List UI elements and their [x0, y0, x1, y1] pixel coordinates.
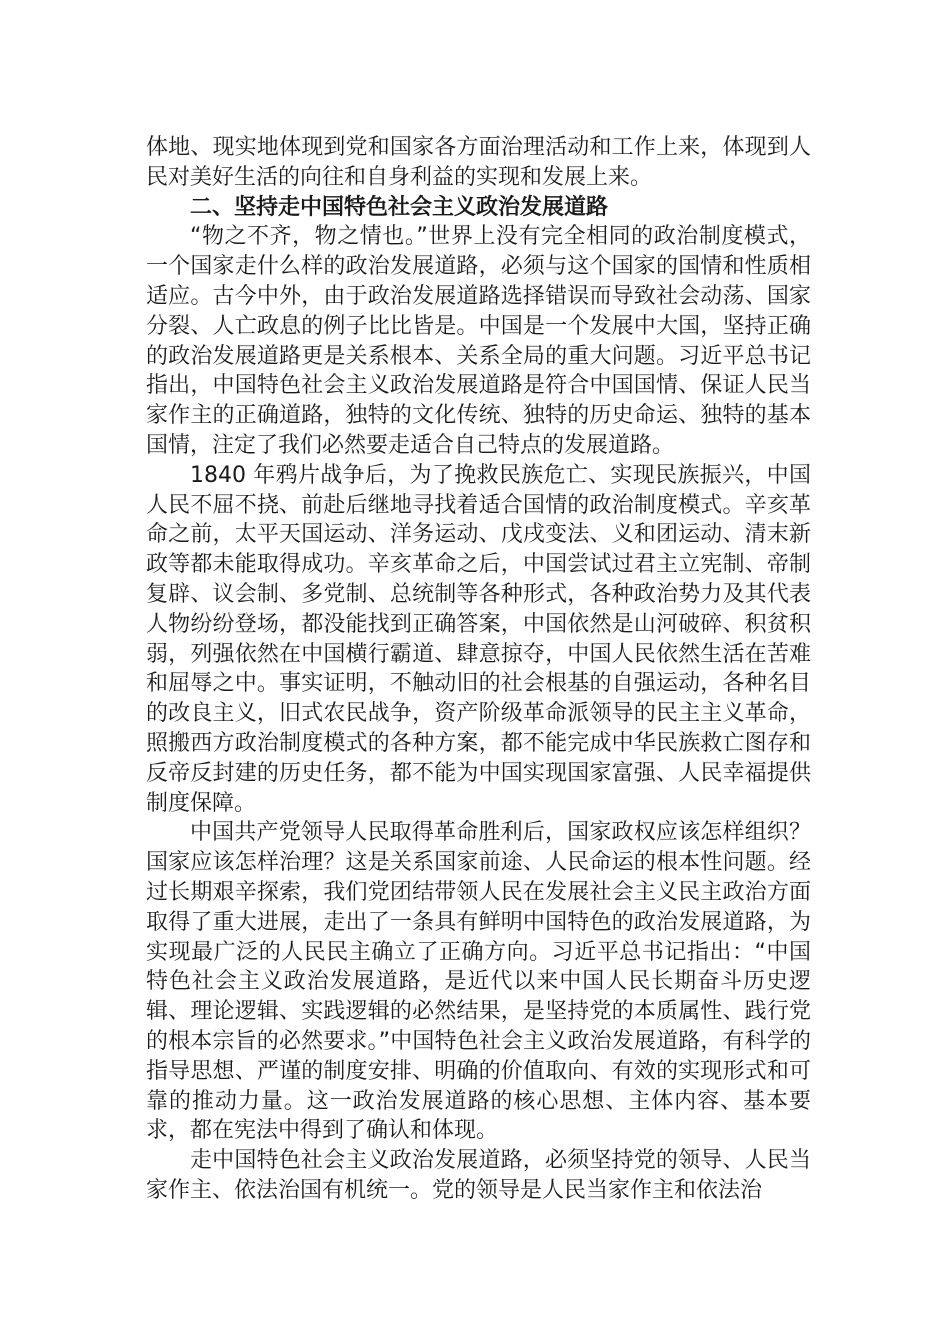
paragraph-2: “物之不齐，物之情也。”世界上没有完全相同的政治制度模式，一个国家走什么样的政治发展道路，必须与这个国家的国情和性质相适应。古今中外，由于政治发展道路选择错误而导致社会动荡、国家分裂、人亡政息的例子比比皆是。中国是一个发展中大国，坚持正确的政治发展道路更是关系根本、关系全局的重大问题。习近平总书记指出，中国特色社会主义政治发展道路是符合中国国情、保证人民当家作主的正确道路，独特的文化传统、独特的历史命运、独特的基本国情，注定了我们必然要走适合自己特点的发展道路。	[146, 224, 811, 458]
document-body	[146, 133, 811, 1206]
paragraph-3: 1840 年鸦片战争后，为了挽救民族危亡、实现民族振兴，中国人民不屈不挠、前赴后继地寻找着适合国情的政治制度模式。辛亥革命之前，太平天国运动、洋务运动、戊戌变法、义和团运动、清末新政等都未能取得成功。辛亥革命之后，中国尝试过君主立宪制、帝制复辟、议会制、多党制、总统制等各种形式，各种政治势力及其代表人物纷纷登场，都没能找到正确答案，中国依然是山河破碎、积贫积弱，列强依然在中国横行霸道、肆意掠夺，中国人民依然生活在苦难和屈辱之中。事实证明，不触动旧的社会根基的自强运动，各种名目的改良主义，旧式农民战争，资产阶级革命派领导的民主主义革命，照搬西方政治制度模式的各种方案，都不能完成中华民族救亡图存和反帝反封建的历史任务，都不能为中国实现国家富强、人民幸福提供制度保障。	[146, 462, 811, 816]
paragraph-5: 走中国特色社会主义政治发展道路，必须坚持党的领导、人民当家作主、依法治国有机统一。党的领导是人民当家作主和依法治	[146, 1148, 811, 1203]
paragraph-1: 体地、现实地体现到党和国家各方面治理活动和工作上来，体现到人民对美好生活的向往和自身利益的实现和发展上来。	[146, 135, 811, 190]
paragraph-4: 中国共产党领导人民取得革命胜利后，国家政权应该怎样组织？国家应该怎样治理？这是关系国家前途、人民命运的根本性问题。经过长期艰辛探索，我们党团结带领人民在发展社会主义民主政治方面取得了重大进展，走出了一条具有鲜明中国特色的政治发展道路，为实现最广泛的人民民主确立了正确方向。习近平总书记指出：“中国特色社会主义政治发展道路，是近代以来中国人民长期奋斗历史逻辑、理论逻辑、实践逻辑的必然结果，是坚持党的本质属性、践行党的根本宗旨的必然要求。”中国特色社会主义政治发展道路，有科学的指导思想、严谨的制度安排、明确的价值取向、有效的实现形式和可靠的推动力量。这一政治发展道路的核心思想、主体内容、基本要求，都在宪法中得到了确认和体现。	[146, 820, 811, 1144]
section-heading: 二、坚持走中国特色社会主义政治发展道路	[190, 194, 609, 220]
